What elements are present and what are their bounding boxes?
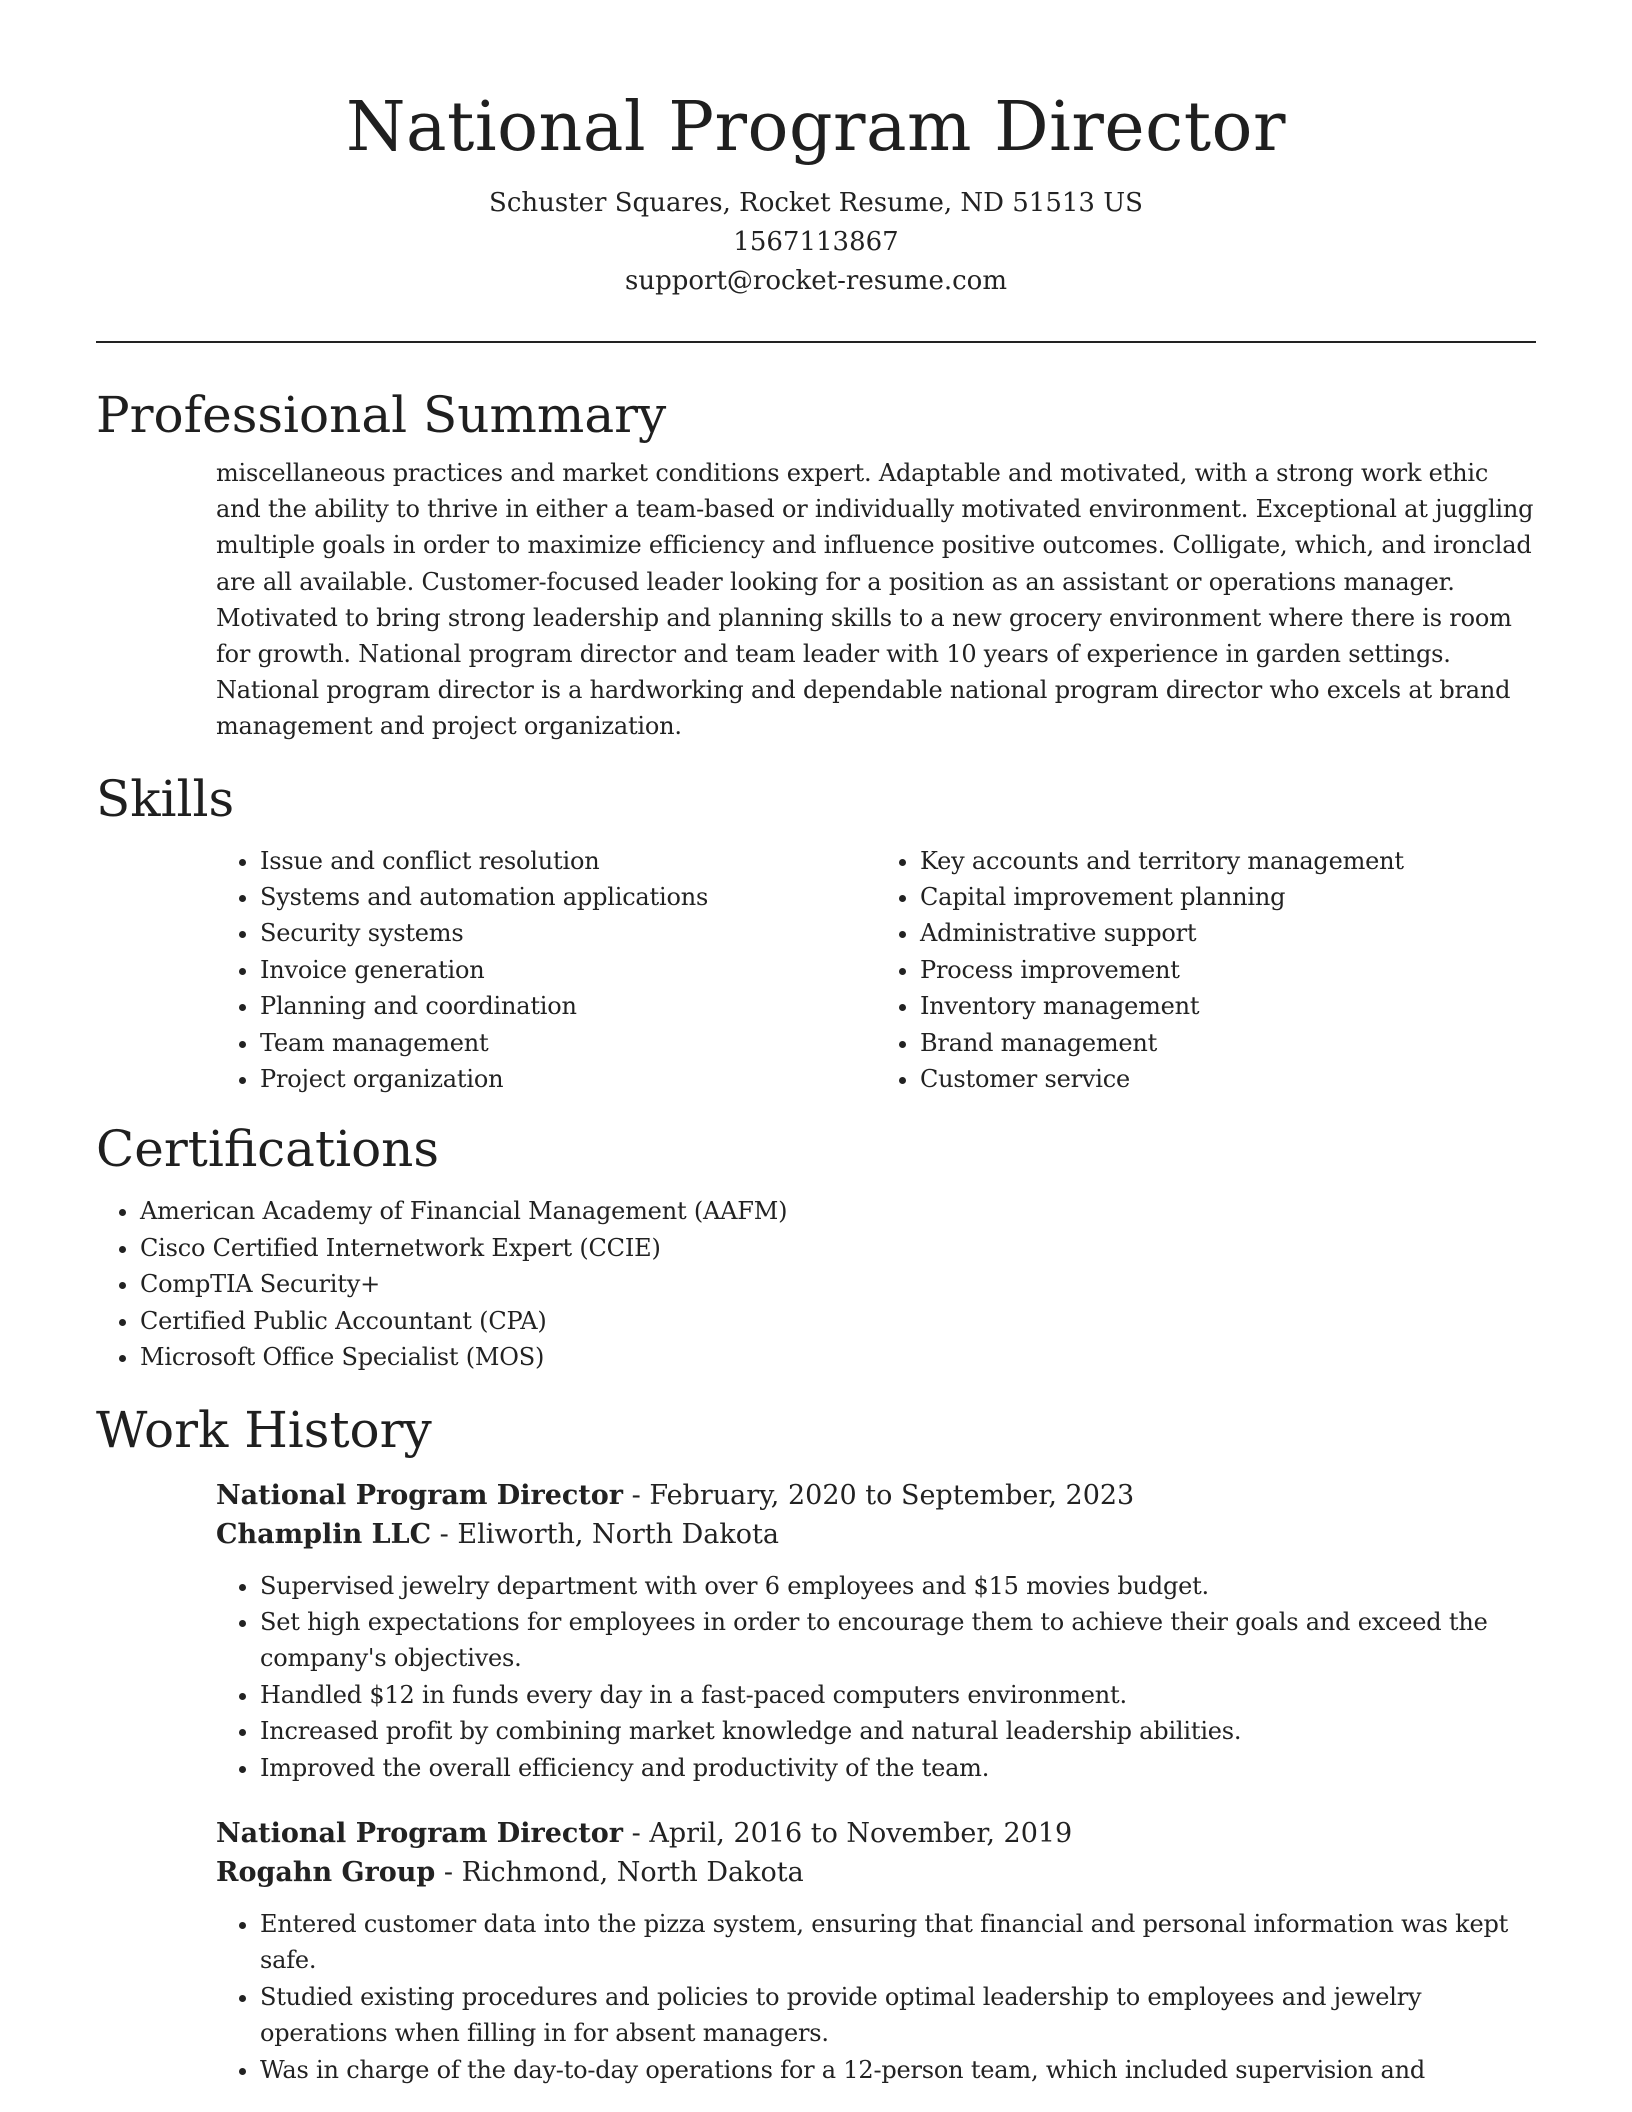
skill-item: • Customer service	[920, 1061, 1536, 1097]
job-bullet: • Set high expectations for employees in order to encourage them to achieve their goals and exceed the company's objectives.	[260, 1604, 1536, 1677]
job-bullets	[216, 1906, 1536, 2088]
skill-item: • Invoice generation	[260, 952, 876, 988]
skill-item: • Administrative support	[920, 915, 1536, 951]
job-role: National Program Director	[216, 1479, 624, 1511]
job-bullet: • Handled $12 in funds every day in a fast-paced computers environment.	[260, 1677, 1536, 1713]
job-bullet: • Entered customer data into the pizza system, ensuring that financial and personal information was kept safe.	[260, 1906, 1536, 1979]
job-title-line	[216, 1814, 1536, 1853]
skill-item: • Brand management	[920, 1025, 1536, 1061]
summary-heading: Professional Summary	[96, 386, 667, 444]
header-divider	[96, 341, 1536, 343]
job-title-line	[216, 1476, 1536, 1515]
certifications-list	[96, 1193, 1536, 1375]
certification-item: • Cisco Certified Internetwork Expert (CCIE)	[140, 1230, 1536, 1266]
skills-grid	[216, 843, 1536, 1098]
job-bullet: • Improved the overall efficiency and productivity of the team.	[260, 1750, 1536, 1786]
contact-block	[96, 184, 1536, 301]
work-history-heading: Work History	[96, 1400, 432, 1459]
job-bullet: • Increased profit by combining market knowledge and natural leadership abilities.	[260, 1713, 1536, 1749]
job-bullet: • Studied existing procedures and policies to provide optimal leadership to employees and jewelry operations when filling in for absent managers.	[260, 1979, 1536, 2052]
skill-item: • Key accounts and territory management	[920, 843, 1536, 879]
certification-item: • American Academy of Financial Management (AAFM)	[140, 1193, 1536, 1229]
skill-item: • Planning and coordination	[260, 988, 876, 1024]
job-entry	[216, 1476, 1536, 1786]
certification-item: • Certified Public Accountant (CPA)	[140, 1303, 1536, 1339]
job-dates: - February, 2020 to September, 2023	[623, 1479, 1135, 1511]
job-entry	[216, 1814, 1536, 2088]
phone: 1567113867	[733, 227, 899, 257]
job-bullet: • Supervised jewelry department with over 6 employees and $15 movies budget.	[260, 1568, 1536, 1604]
certifications-heading: Certifications	[96, 1120, 440, 1179]
skill-item: • Process improvement	[920, 952, 1536, 988]
skill-item: • Capital improvement planning	[920, 879, 1536, 915]
job-role: National Program Director	[216, 1817, 624, 1849]
skills-list-left	[216, 843, 876, 1098]
job-bullet: • Was in charge of the day-to-day operations for a 12-person team, which included supervision and	[260, 2052, 1536, 2088]
job-dates: - April, 2016 to November, 2019	[623, 1817, 1073, 1849]
job-company: Champlin LLC	[216, 1518, 432, 1550]
certification-item: • Microsoft Office Specialist (MOS)	[140, 1339, 1536, 1375]
skills-heading: Skills	[96, 769, 235, 828]
candidate-name: National Program Director	[346, 88, 1286, 167]
certification-item: • CompTIA Security+	[140, 1266, 1536, 1302]
job-location: - Eliworth, North Dakota	[431, 1518, 779, 1550]
job-company-line	[216, 1853, 1536, 1892]
job-location: - Richmond, North Dakota	[435, 1856, 804, 1888]
job-company: Rogahn Group	[216, 1856, 436, 1888]
job-bullets	[216, 1568, 1536, 1786]
address: Schuster Squares, Rocket Resume, ND 51513 US	[489, 188, 1143, 218]
skill-item: • Inventory management	[920, 988, 1536, 1024]
skill-item: • Project organization	[260, 1061, 876, 1097]
skill-item: • Security systems	[260, 915, 876, 951]
resume-page	[96, 0, 1536, 2088]
email: support@rocket-resume.com	[624, 266, 1007, 296]
summary-text: miscellaneous practices and market conditions expert. Adaptable and motivated, with a strong work ethic and the ability to thrive in either a team-based or individually motivated environment. Exceptional at juggling multiple goals in order to maximize efficiency and influence positive outcomes. Colligate, which, and ironclad are all available. Customer-focused leader looking for a position as an assistant or operations manager. Motivated to bring strong leadership and planning skills to a new grocery environment where there is room for growth. National program director and team leader with 10 years of experience in garden settings. National program director is a hardworking and dependable national program director who excels at brand management and project organization.	[216, 459, 1534, 741]
skill-item: • Systems and automation applications	[260, 879, 876, 915]
job-company-line	[216, 1515, 1536, 1554]
skills-list-right	[876, 843, 1536, 1098]
skill-item: • Team management	[260, 1025, 876, 1061]
skill-item: • Issue and conflict resolution	[260, 843, 876, 879]
